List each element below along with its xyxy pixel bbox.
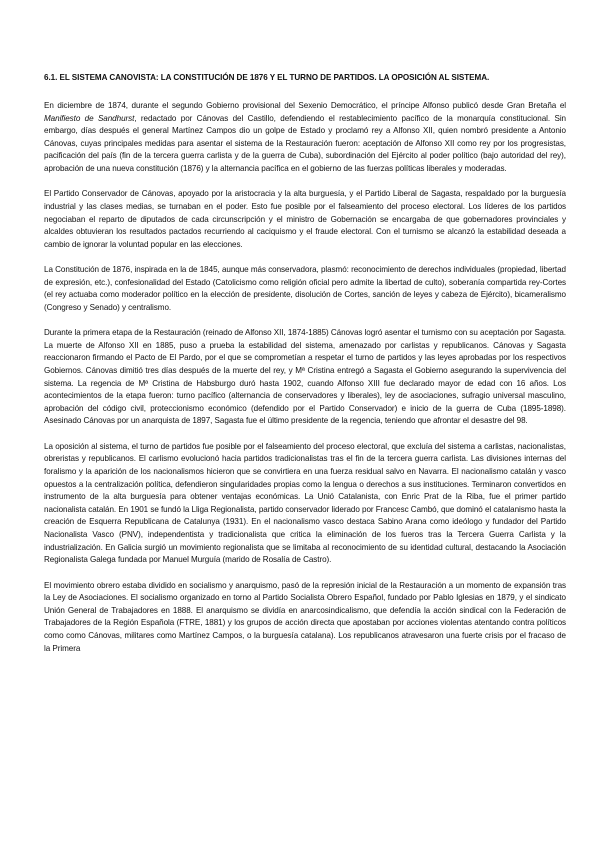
document-body xyxy=(44,72,566,668)
paragraph-constitucion-1876: La Constitución de 1876, inspirada en la de 1845, aunque más conservadora, plasmó: reconocimiento de derechos individuales (propiedad, libertad de expresión, etc.), confesionalidad del Estado (Catolicismo como religión oficial pero admite la libertad de culto), soberanía compartida rey-Cortes (el rey actuaba como moderador político en la elección de presidente, disolución de Cortes, sanción de leyes y cabeza de Ejército), bicameralismo (Congreso y Senado) y centralismo. xyxy=(44,265,566,312)
paragraph-primera-etapa: Durante la primera etapa de la Restauración (reinado de Alfonso XII, 1874-1885) Cánovas logró asentar el turnismo con su aceptación por Sagasta. La muerte de Alfonso XII en 1885, puso a prueba la estabilidad del sistema, amenazado por carlistas y republicanos. Cánovas y Sagasta reaccionaron firmando el Pacto de El Pardo, por el que se comprometían a respetar el turno de partidos y las leyes aprobadas por los respectivos Gobiernos. Cánovas dimitió tres días después de la muerte del rey, y Mª Cristina entregó a Sagasta el Gobierno asegurando la supervivencia del sistema. La regencia de Mª Cristina de Habsburgo duró hasta 1902, cuando Alfonso XIII fue declarado mayor de edad con 16 años. Los acontecimientos de la etapa fueron: turno pacífico (alternancia de conservadores y liberales), ley de asociaciones, sufragio universal masculino, aprobación del código civil, proteccionismo económico (defendido por el Partido Conservador) e inicio de la guerra de Cuba (1895-1898). Asesinado Cánovas por un anarquista de 1897, Sagasta fue el último presidente de la regencia, teniendo que afrontar el desastre del 98. xyxy=(44,328,566,426)
paragraph-movimiento-obrero: El movimiento obrero estaba dividido en socialismo y anarquismo, pasó de la represión inicial de la Restauración a un momento de expansión tras la Ley de Asociaciones. El socialismo organizado en torno al Partido Socialista Obrero Español, fundado por Pablo Iglesias en 1879, y el sindicato Unión General de Trabajadores en 1888. El anarquismo se dividía en anarcosindicalismo, que defendía la acción sindical con la Federación de Trabajadores de la Región Española (FTRE, 1881) y los grupos de acción directa que apostaban por acciones violentas atentando contra políticos como como Cánovas, militares como Martínez Campos, o la burguesía catalana). Los republicanos atravesaron una fuerte crisis por el fracaso de la Primera xyxy=(44,580,566,653)
section-heading: 6.1. EL SISTEMA CANOVISTA: LA CONSTITUCIÓN DE 1876 Y EL TURNO DE PARTIDOS. LA OPOSICIÓN AL SISTEMA. xyxy=(44,73,490,82)
paragraph-text: En diciembre de 1874, durante el segundo Gobierno provisional del Sexenio Democrático, el príncipe Alfonso publicó desde Gran Bretaña el xyxy=(44,101,566,110)
paragraph-turnismo: El Partido Conservador de Cánovas, apoyado por la aristocracia y la alta burguesía, y el Partido Liberal de Sagasta, respaldado por la burguesía industrial y las clases medias, se turnaban en el poder. Esto fue posible por el falseamiento del proceso electoral. Los líderes de los partidos negociaban el reparto de diputados de cada circunscripción y el ministro de Gobernación se encargaba de que gobernadores provinciales y alcaldes obtuvieran los resultados pactados recurriendo al caciquismo y el fraude electoral. Con el turnismo se alcanzó la estabilidad deseada a cambio de ignorar la voluntad popular en las elecciones. xyxy=(44,189,566,249)
paragraph-oposicion: La oposición al sistema, el turno de partidos fue posible por el falseamiento del proceso electoral, que excluía del sistema a carlistas, nacionalistas, obreristas y republicanos. El carlismo evolucionó hacia partidos tradicionalistas tras el fin de la tercera guerra carlista. Las divisiones internas del foralismo y la aparición de los nacionalismos hicieron que se convirtiera en una fuerza residual salvo en Navarra. El nacionalismo catalán y vasco opuestos a la centralización política, defendieron singularidades propias como la lengua o derechos a sus instituciones. Terminaron convertidos en instrumento de la alta burguesía para obtener ventajas económicas. La Unió Catalanista, con Enric Prat de la Riba, fue el primer partido nacionalista catalán. En 1901 se fundó la Lliga Regionalista, partido conservador liderado por Francesc Cambó, que dominó el catalanismo hasta la creación de Esquerra Republicana de Catalunya (1931). En el nacionalismo vasco destaca Sabino Arana como ideólogo y fundador del Partido Nacionalista Vasco (PNV), independentista y tradicionalista que critica la eliminación de los fueros tras la Tercera Guerra Carlista y la industrialización. En Galicia surgió un movimiento regionalista que se limitaba al reconocimiento de su identidad cultural, destacando la Asociación Regionalista Galega fundada por Manuel Murguía (marido de Rosalía de Castro). xyxy=(44,441,566,565)
manifesto-title: Manifiesto de Sandhurst xyxy=(44,113,135,123)
paragraph-text: , redactado por Cánovas del Castillo, defendiendo el restablecimiento pacífico de la monarquía constitucional. Sin embargo, días después el general Martínez Campos dio un golpe de Estado y proclamó rey a Alfonso XII, quien nombró presidente a Antonio Cánovas, cuyas principales medidas para asentar el sistema de la Restauración fueron: aceptación de Alfonso XII como rey por los progresistas, pacificación del país (fin de la tercera guerra carlista y de la guerra de Cuba), subordinación del Ejército al poder político (bajo autoridad del rey), aprobación de una nueva constitución (1876) y la alternancia pacífica en el gobierno de las fuerzas políticas liberales y moderadas. xyxy=(44,113,567,173)
paragraph-restauracion-origen xyxy=(44,100,566,176)
